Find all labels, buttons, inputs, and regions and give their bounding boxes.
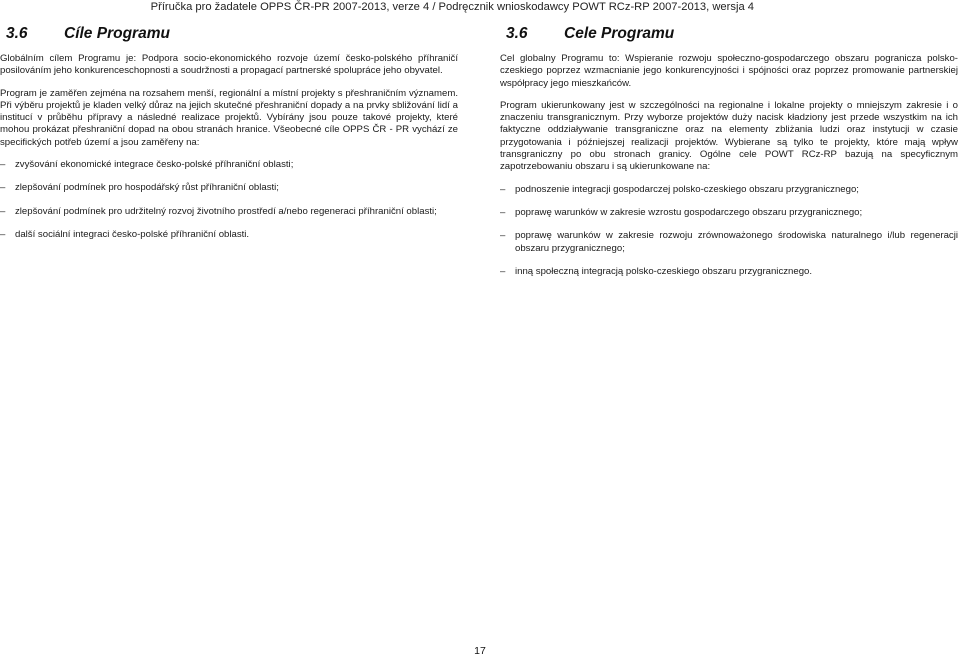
list-item [500, 184, 958, 196]
czech-section-heading [6, 24, 458, 43]
polish-paragraph-global-goal: Cel globalny Programu to: Wspieranie rozwoju społeczno-gospodarczego obszaru pogranicza polsko-czeskiego poprzez wzmacnianie jego konkurencyjności i spójności oraz poprzez promowanie partnerskiej współpracy jego mieszkańców. [500, 53, 958, 89]
dash-marker: – [0, 182, 6, 194]
page-number: 17 [474, 645, 486, 657]
list-item-text: poprawę warunków w zakresie rozwoju zrównoważonego środowiska naturalnego i/lub regeneracji obszaru przygranicznego; [515, 230, 958, 254]
polish-paragraph-focus: Program ukierunkowany jest w szczególności na regionalne i lokalne projekty o mniejszym zakresie i o znaczeniu transgranicznym. Przy wyborze projektów duży nacisk kładziony jest przede wszystkim na ich faktyczne oddziaływanie transgraniczne oraz na elementy zbliżania ludzi oraz instytucji w czasie przygotowania i późniejszej realizacji projektów. Wybierane są tylko te projekty, które mają wpływ transgraniczny po obu stronach granicy. Ogólne cele POWT RCz-RP bazują na specyficznym zapotrzebowaniu obszaru i są ukierunkowane na: [500, 99, 958, 173]
list-item [0, 182, 458, 194]
dash-marker: – [500, 265, 506, 277]
czech-column [0, 24, 458, 252]
list-item-text: inną społeczną integracją polsko-czeskiego obszaru przygranicznego. [515, 265, 813, 277]
list-item-text: poprawę warunków w zakresie wzrostu gospodarczego obszaru przygranicznego; [515, 206, 863, 218]
running-header: Příručka pro žadatele OPPS ČR-PR 2007-2013, verze 4 / Podręcznik wnioskodawcy POWT RCz-RP 2007-2013, wersja 4 [150, 1, 754, 13]
list-item-text: zvyšování ekonomické integrace česko-polské příhraniční oblasti; [15, 159, 294, 171]
polish-column [500, 24, 958, 289]
list-item-text: další sociální integraci česko-polské příhraniční oblasti. [15, 228, 250, 240]
list-item [500, 230, 958, 255]
czech-section-title: Cíle Programu [64, 25, 170, 42]
czech-goals-list [0, 159, 458, 241]
list-item [0, 159, 458, 171]
polish-goals-list [500, 184, 958, 278]
dash-marker: – [500, 206, 506, 218]
czech-section-number: 3.6 [6, 25, 28, 42]
dash-marker: – [0, 159, 6, 171]
list-item [500, 266, 958, 278]
list-item [0, 206, 458, 218]
dash-marker: – [0, 228, 6, 240]
polish-section-title: Cele Programu [564, 25, 675, 42]
list-item-text: podnoszenie integracji gospodarczej polsko-czeskiego obszaru przygranicznego; [515, 183, 859, 195]
polish-section-number: 3.6 [506, 25, 528, 42]
list-item-text: zlepšování podmínek pro udržitelný rozvoj životního prostředí a/nebo regeneraci příhraniční oblasti; [15, 205, 437, 217]
czech-paragraph-global-goal: Globálním cílem Programu je: Podpora socio-ekonomického rozvoje území česko-polského příhraničí posilováním jeho konkurenceschopnosti a soudržnosti a propagací partnerské spolupráce jeho obyvatel. [0, 53, 458, 77]
list-item-text: zlepšování podmínek pro hospodářský růst příhraniční oblasti; [15, 182, 279, 194]
polish-section-heading [506, 24, 958, 43]
dash-marker: – [0, 205, 6, 217]
list-item [500, 207, 958, 219]
czech-paragraph-focus: Program je zaměřen zejména na rozsahem menší, regionální a místní projekty s přeshraničním významem. Při výběru projektů je kladen velký důraz na jejich skutečné přeshraniční dopady a na prvky sbližování lidí a institucí v průběhu přípravy a následné realizace projektů. Vybírány jsou pouze takové projekty, které mohou prokázat přeshraniční dopad na obou stranách hranice. Všeobecné cíle OPPS ČR - PR vychází ze specifických potřeb území a jsou zaměřeny na: [0, 87, 458, 148]
list-item [0, 229, 458, 241]
dash-marker: – [500, 183, 506, 195]
dash-marker: – [500, 230, 506, 242]
